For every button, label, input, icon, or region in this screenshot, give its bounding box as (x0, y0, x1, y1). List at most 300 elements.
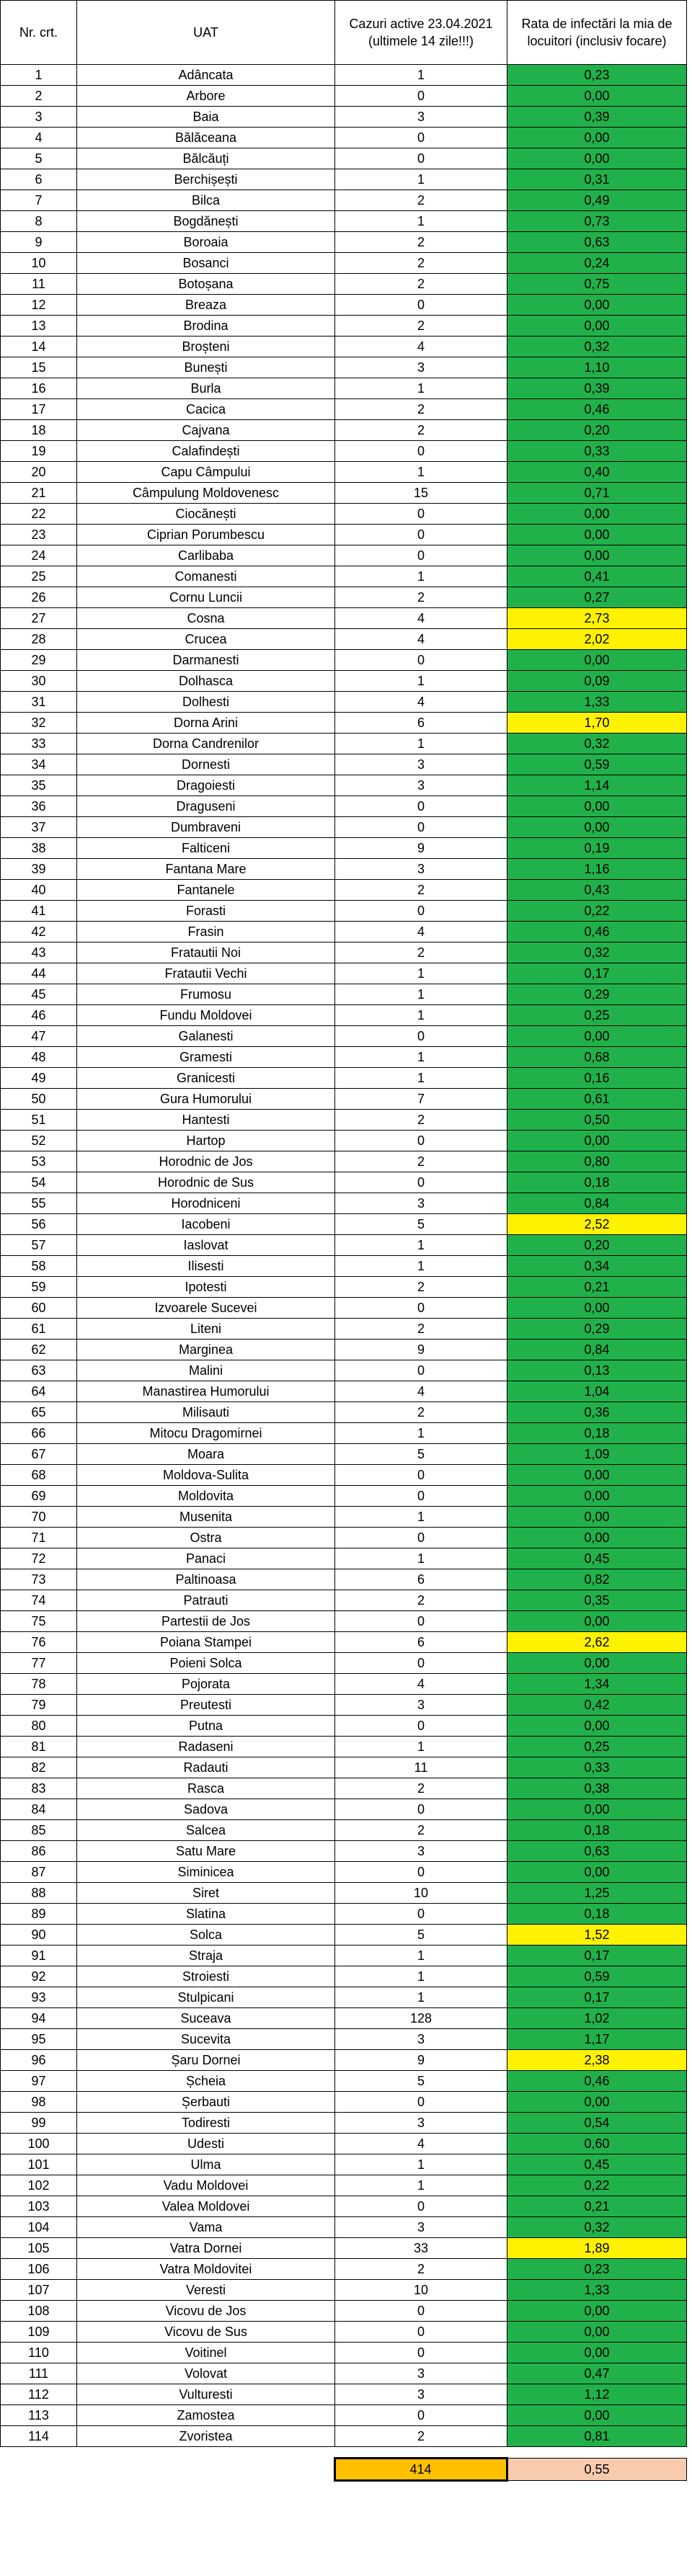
header-row (1, 1, 687, 65)
row-uat-cell: Voitinel (77, 2343, 335, 2363)
table-row (1, 169, 687, 190)
row-rate-cell: 1,17 (507, 2029, 687, 2050)
row-uat-cell: Vicovu de Sus (77, 2322, 335, 2343)
row-uat-cell: Falticeni (77, 838, 335, 859)
table-row (1, 2196, 687, 2217)
row-nr-cell: 4 (1, 128, 77, 148)
row-nr-cell: 61 (1, 1319, 77, 1340)
row-rate-cell: 0,00 (507, 1131, 687, 1151)
row-nr-cell: 43 (1, 942, 77, 963)
row-cases-cell: 1 (335, 671, 507, 692)
row-rate-cell: 0,00 (507, 86, 687, 107)
row-nr-cell: 74 (1, 1590, 77, 1611)
row-rate-cell: 0,80 (507, 1151, 687, 1172)
row-uat-cell: Moldovita (77, 1486, 335, 1507)
row-cases-cell: 0 (335, 1904, 507, 1925)
row-cases-cell: 5 (335, 2071, 507, 2092)
row-uat-cell: Stulpicani (77, 1987, 335, 2008)
row-rate-cell: 0,68 (507, 1047, 687, 1068)
row-cases-cell: 0 (335, 2092, 507, 2113)
row-uat-cell: Bogdănești (77, 211, 335, 232)
table-row (1, 901, 687, 922)
table-row (1, 1172, 687, 1193)
table-row (1, 1256, 687, 1277)
row-uat-cell: Vatra Dornei (77, 2238, 335, 2259)
row-cases-cell: 3 (335, 2363, 507, 2384)
row-cases-cell: 0 (335, 796, 507, 817)
spacer-cell (507, 2447, 687, 2458)
row-cases-cell: 0 (335, 1862, 507, 1883)
row-rate-cell: 0,43 (507, 880, 687, 901)
row-nr-cell: 13 (1, 316, 77, 337)
row-uat-cell: Vama (77, 2217, 335, 2238)
table-body (1, 65, 687, 2458)
table-row (1, 1089, 687, 1110)
row-uat-cell: Valea Moldovei (77, 2196, 335, 2217)
row-nr-cell: 98 (1, 2092, 77, 2113)
row-nr-cell: 113 (1, 2405, 77, 2426)
row-rate-cell: 0,09 (507, 671, 687, 692)
row-uat-cell: Salcea (77, 1820, 335, 1841)
row-cases-cell: 3 (335, 1193, 507, 1214)
table-row (1, 148, 687, 169)
table-row (1, 545, 687, 566)
row-nr-cell: 18 (1, 420, 77, 441)
row-rate-cell: 0,00 (507, 1507, 687, 1528)
table-row (1, 2175, 687, 2196)
row-nr-cell: 57 (1, 1235, 77, 1256)
table-row (1, 1966, 687, 1987)
row-uat-cell: Gura Humorului (77, 1089, 335, 1110)
row-nr-cell: 86 (1, 1841, 77, 1862)
row-cases-cell: 4 (335, 608, 507, 629)
table-row (1, 1005, 687, 1026)
row-nr-cell: 30 (1, 671, 77, 692)
table-row (1, 1904, 687, 1925)
row-rate-cell: 0,21 (507, 2196, 687, 2217)
row-rate-cell: 0,25 (507, 1737, 687, 1757)
table-row (1, 817, 687, 838)
row-rate-cell: 0,75 (507, 274, 687, 295)
table-row (1, 2301, 687, 2322)
row-rate-cell: 1,16 (507, 859, 687, 880)
table-row (1, 2363, 687, 2384)
row-cases-cell: 1 (335, 1423, 507, 1444)
table-row (1, 2008, 687, 2029)
row-rate-cell: 0,00 (507, 525, 687, 545)
row-nr-cell: 37 (1, 817, 77, 838)
row-cases-cell: 4 (335, 629, 507, 650)
row-nr-cell: 12 (1, 295, 77, 316)
row-nr-cell: 51 (1, 1110, 77, 1131)
table-row (1, 859, 687, 880)
row-cases-cell: 0 (335, 1653, 507, 1674)
table-row (1, 1778, 687, 1799)
table-row (1, 796, 687, 817)
row-uat-cell: Horodnic de Jos (77, 1151, 335, 1172)
table-row (1, 357, 687, 378)
row-nr-cell: 73 (1, 1569, 77, 1590)
row-rate-cell: 1,34 (507, 1674, 687, 1695)
row-cases-cell: 3 (335, 2113, 507, 2134)
row-uat-cell: Panaci (77, 1548, 335, 1569)
row-cases-cell: 2 (335, 880, 507, 901)
row-uat-cell: Vicovu de Jos (77, 2301, 335, 2322)
row-uat-cell: Frumosu (77, 984, 335, 1005)
row-rate-cell: 0,73 (507, 211, 687, 232)
row-cases-cell: 0 (335, 1131, 507, 1151)
row-cases-cell: 1 (335, 1507, 507, 1528)
row-uat-cell: Slatina (77, 1904, 335, 1925)
row-rate-cell: 0,32 (507, 942, 687, 963)
row-nr-cell: 48 (1, 1047, 77, 1068)
row-uat-cell: Straja (77, 1946, 335, 1966)
row-nr-cell: 23 (1, 525, 77, 545)
table-row (1, 337, 687, 357)
row-nr-cell: 20 (1, 462, 77, 483)
row-cases-cell: 9 (335, 2050, 507, 2071)
row-nr-cell: 32 (1, 713, 77, 734)
row-rate-cell: 1,10 (507, 357, 687, 378)
row-nr-cell: 80 (1, 1716, 77, 1737)
row-nr-cell: 103 (1, 2196, 77, 2217)
totals-blank-1 (0, 2459, 76, 2481)
row-rate-cell: 0,00 (507, 1486, 687, 1507)
row-uat-cell: Brodina (77, 316, 335, 337)
row-uat-cell: Capu Câmpului (77, 462, 335, 483)
row-uat-cell: Frasin (77, 922, 335, 942)
row-nr-cell: 77 (1, 1653, 77, 1674)
row-rate-cell: 0,17 (507, 1946, 687, 1966)
row-cases-cell: 2 (335, 2426, 507, 2447)
row-uat-cell: Dorna Candrenilor (77, 734, 335, 754)
row-cases-cell: 1 (335, 963, 507, 984)
row-nr-cell: 96 (1, 2050, 77, 2071)
row-nr-cell: 8 (1, 211, 77, 232)
table-row (1, 1486, 687, 1507)
table-row (1, 838, 687, 859)
row-rate-cell: 0,00 (507, 2405, 687, 2426)
row-uat-cell: Satu Mare (77, 1841, 335, 1862)
row-cases-cell: 0 (335, 901, 507, 922)
table-row (1, 734, 687, 754)
row-uat-cell: Adâncata (77, 65, 335, 86)
row-rate-cell: 0,00 (507, 148, 687, 169)
row-uat-cell: Fratautii Noi (77, 942, 335, 963)
row-nr-cell: 66 (1, 1423, 77, 1444)
table-row (1, 295, 687, 316)
row-uat-cell: Burla (77, 378, 335, 399)
table-row (1, 316, 687, 337)
row-nr-cell: 5 (1, 148, 77, 169)
row-nr-cell: 1 (1, 65, 77, 86)
row-rate-cell: 0,32 (507, 734, 687, 754)
row-nr-cell: 14 (1, 337, 77, 357)
table-row (1, 2238, 687, 2259)
table-row (1, 671, 687, 692)
row-uat-cell: Paltinoasa (77, 1569, 335, 1590)
row-nr-cell: 63 (1, 1360, 77, 1381)
row-rate-cell: 1,33 (507, 692, 687, 713)
row-nr-cell: 91 (1, 1946, 77, 1966)
row-nr-cell: 56 (1, 1214, 77, 1235)
table-row (1, 1423, 687, 1444)
row-nr-cell: 76 (1, 1632, 77, 1653)
row-rate-cell: 0,84 (507, 1340, 687, 1360)
row-cases-cell: 1 (335, 1548, 507, 1569)
row-rate-cell: 0,32 (507, 337, 687, 357)
table-row (1, 86, 687, 107)
row-nr-cell: 34 (1, 754, 77, 775)
row-uat-cell: Broșteni (77, 337, 335, 357)
table-row (1, 1465, 687, 1486)
row-cases-cell: 128 (335, 2008, 507, 2029)
row-nr-cell: 85 (1, 1820, 77, 1841)
row-uat-cell: Draguseni (77, 796, 335, 817)
spacer-cell (335, 2447, 507, 2458)
row-cases-cell: 1 (335, 734, 507, 754)
row-uat-cell: Ipotesti (77, 1277, 335, 1298)
row-nr-cell: 95 (1, 2029, 77, 2050)
row-rate-cell: 0,71 (507, 483, 687, 504)
row-nr-cell: 111 (1, 2363, 77, 2384)
row-uat-cell: Sadova (77, 1799, 335, 1820)
row-cases-cell: 33 (335, 2238, 507, 2259)
row-cases-cell: 2 (335, 1778, 507, 1799)
row-nr-cell: 11 (1, 274, 77, 295)
row-uat-cell: Bălăceana (77, 128, 335, 148)
table-row (1, 1507, 687, 1528)
table-row (1, 713, 687, 734)
row-rate-cell: 0,59 (507, 754, 687, 775)
row-nr-cell: 67 (1, 1444, 77, 1465)
row-uat-cell: Siret (77, 1883, 335, 1904)
row-cases-cell: 1 (335, 1235, 507, 1256)
row-rate-cell: 0,59 (507, 1966, 687, 1987)
row-nr-cell: 72 (1, 1548, 77, 1569)
row-uat-cell: Șcheia (77, 2071, 335, 2092)
row-cases-cell: 2 (335, 587, 507, 608)
row-cases-cell: 1 (335, 1946, 507, 1966)
row-uat-cell: Cornu Luncii (77, 587, 335, 608)
table-row (1, 1277, 687, 1298)
row-nr-cell: 75 (1, 1611, 77, 1632)
row-rate-cell: 0,00 (507, 650, 687, 671)
table-row (1, 211, 687, 232)
row-nr-cell: 35 (1, 775, 77, 796)
table-row (1, 2071, 687, 2092)
row-cases-cell: 1 (335, 984, 507, 1005)
row-rate-cell: 0,39 (507, 107, 687, 128)
table-row (1, 1528, 687, 1548)
row-cases-cell: 0 (335, 148, 507, 169)
row-uat-cell: Iacobeni (77, 1214, 335, 1235)
row-rate-cell: 0,31 (507, 169, 687, 190)
row-nr-cell: 9 (1, 232, 77, 253)
table-row (1, 754, 687, 775)
table-row (1, 1737, 687, 1757)
row-nr-cell: 65 (1, 1402, 77, 1423)
table-row (1, 1548, 687, 1569)
row-uat-cell: Cajvana (77, 420, 335, 441)
row-uat-cell: Fratautii Vechi (77, 963, 335, 984)
row-uat-cell: Dornesti (77, 754, 335, 775)
row-rate-cell: 0,24 (507, 253, 687, 274)
row-uat-cell: Horodnic de Sus (77, 1172, 335, 1193)
row-nr-cell: 106 (1, 2259, 77, 2280)
row-rate-cell: 1,70 (507, 713, 687, 734)
row-rate-cell: 2,52 (507, 1214, 687, 1235)
row-cases-cell: 3 (335, 2029, 507, 2050)
table-row (1, 1611, 687, 1632)
row-uat-cell: Siminicea (77, 1862, 335, 1883)
row-uat-cell: Musenita (77, 1507, 335, 1528)
row-uat-cell: Ilisesti (77, 1256, 335, 1277)
row-rate-cell: 0,82 (507, 1569, 687, 1590)
row-nr-cell: 52 (1, 1131, 77, 1151)
row-nr-cell: 90 (1, 1925, 77, 1946)
row-cases-cell: 0 (335, 1465, 507, 1486)
table-row (1, 1026, 687, 1047)
table-row (1, 1862, 687, 1883)
row-rate-cell: 0,49 (507, 190, 687, 211)
row-nr-cell: 82 (1, 1757, 77, 1778)
row-uat-cell: Hartop (77, 1131, 335, 1151)
row-cases-cell: 4 (335, 692, 507, 713)
row-uat-cell: Șerbauti (77, 2092, 335, 2113)
row-uat-cell: Stroiesti (77, 1966, 335, 1987)
row-rate-cell: 0,21 (507, 1277, 687, 1298)
row-nr-cell: 2 (1, 86, 77, 107)
table-row (1, 2343, 687, 2363)
row-cases-cell: 2 (335, 1151, 507, 1172)
row-uat-cell: Veresti (77, 2280, 335, 2301)
row-rate-cell: 0,18 (507, 1423, 687, 1444)
row-nr-cell: 39 (1, 859, 77, 880)
row-rate-cell: 0,40 (507, 462, 687, 483)
row-cases-cell: 1 (335, 1068, 507, 1089)
table-row (1, 2259, 687, 2280)
row-nr-cell: 29 (1, 650, 77, 671)
row-rate-cell: 0,61 (507, 1089, 687, 1110)
row-rate-cell: 0,00 (507, 1026, 687, 1047)
row-nr-cell: 38 (1, 838, 77, 859)
row-cases-cell: 1 (335, 462, 507, 483)
row-rate-cell: 1,09 (507, 1444, 687, 1465)
table-row (1, 608, 687, 629)
row-rate-cell: 0,00 (507, 2301, 687, 2322)
table-row (1, 984, 687, 1005)
table-row (1, 692, 687, 713)
row-rate-cell: 2,02 (507, 629, 687, 650)
row-nr-cell: 68 (1, 1465, 77, 1486)
row-uat-cell: Ulma (77, 2154, 335, 2175)
row-nr-cell: 70 (1, 1507, 77, 1528)
row-nr-cell: 64 (1, 1381, 77, 1402)
row-nr-cell: 102 (1, 2175, 77, 2196)
row-nr-cell: 21 (1, 483, 77, 504)
table-row (1, 1110, 687, 1131)
row-cases-cell: 2 (335, 942, 507, 963)
row-uat-cell: Botoșana (77, 274, 335, 295)
row-nr-cell: 101 (1, 2154, 77, 2175)
row-cases-cell: 0 (335, 1611, 507, 1632)
table-row (1, 1653, 687, 1674)
row-cases-cell: 9 (335, 838, 507, 859)
row-uat-cell: Liteni (77, 1319, 335, 1340)
row-nr-cell: 31 (1, 692, 77, 713)
row-nr-cell: 50 (1, 1089, 77, 1110)
row-cases-cell: 3 (335, 2217, 507, 2238)
table-row (1, 775, 687, 796)
row-rate-cell: 0,18 (507, 1172, 687, 1193)
row-nr-cell: 62 (1, 1340, 77, 1360)
row-nr-cell: 93 (1, 1987, 77, 2008)
row-rate-cell: 1,89 (507, 2238, 687, 2259)
row-uat-cell: Mitocu Dragomirnei (77, 1423, 335, 1444)
spacer-row (1, 2447, 687, 2458)
row-cases-cell: 3 (335, 2384, 507, 2405)
row-rate-cell: 0,29 (507, 984, 687, 1005)
row-cases-cell: 0 (335, 295, 507, 316)
row-rate-cell: 0,46 (507, 2071, 687, 2092)
row-uat-cell: Galanesti (77, 1026, 335, 1047)
row-cases-cell: 1 (335, 1737, 507, 1757)
row-rate-cell: 0,20 (507, 420, 687, 441)
row-rate-cell: 0,17 (507, 963, 687, 984)
row-uat-cell: Partestii de Jos (77, 1611, 335, 1632)
table-row (1, 1946, 687, 1966)
table-row (1, 650, 687, 671)
row-uat-cell: Gramesti (77, 1047, 335, 1068)
row-uat-cell: Granicesti (77, 1068, 335, 1089)
table-row (1, 378, 687, 399)
row-uat-cell: Horodniceni (77, 1193, 335, 1214)
row-uat-cell: Crucea (77, 629, 335, 650)
row-nr-cell: 88 (1, 1883, 77, 1904)
row-rate-cell: 1,04 (507, 1381, 687, 1402)
table-row (1, 1820, 687, 1841)
row-cases-cell: 0 (335, 650, 507, 671)
row-nr-cell: 97 (1, 2071, 77, 2092)
row-rate-cell: 0,00 (507, 128, 687, 148)
table-row (1, 483, 687, 504)
row-nr-cell: 87 (1, 1862, 77, 1883)
row-nr-cell: 81 (1, 1737, 77, 1757)
row-rate-cell: 0,00 (507, 796, 687, 817)
row-cases-cell: 1 (335, 2154, 507, 2175)
table-row (1, 190, 687, 211)
row-nr-cell: 71 (1, 1528, 77, 1548)
row-cases-cell: 1 (335, 169, 507, 190)
row-rate-cell: 0,23 (507, 2259, 687, 2280)
row-cases-cell: 0 (335, 1716, 507, 1737)
row-rate-cell: 0,17 (507, 1987, 687, 2008)
row-cases-cell: 0 (335, 86, 507, 107)
row-nr-cell: 27 (1, 608, 77, 629)
row-rate-cell: 0,22 (507, 2175, 687, 2196)
row-cases-cell: 1 (335, 378, 507, 399)
row-nr-cell: 36 (1, 796, 77, 817)
row-rate-cell: 2,62 (507, 1632, 687, 1653)
table-row (1, 1841, 687, 1862)
row-rate-cell: 2,38 (507, 2050, 687, 2071)
table-row (1, 441, 687, 462)
row-uat-cell: Breaza (77, 295, 335, 316)
table-row (1, 1319, 687, 1340)
row-nr-cell: 79 (1, 1695, 77, 1716)
header-rate: Rata de infectări la mia de locuitori (inclusiv focare) (507, 1, 687, 65)
